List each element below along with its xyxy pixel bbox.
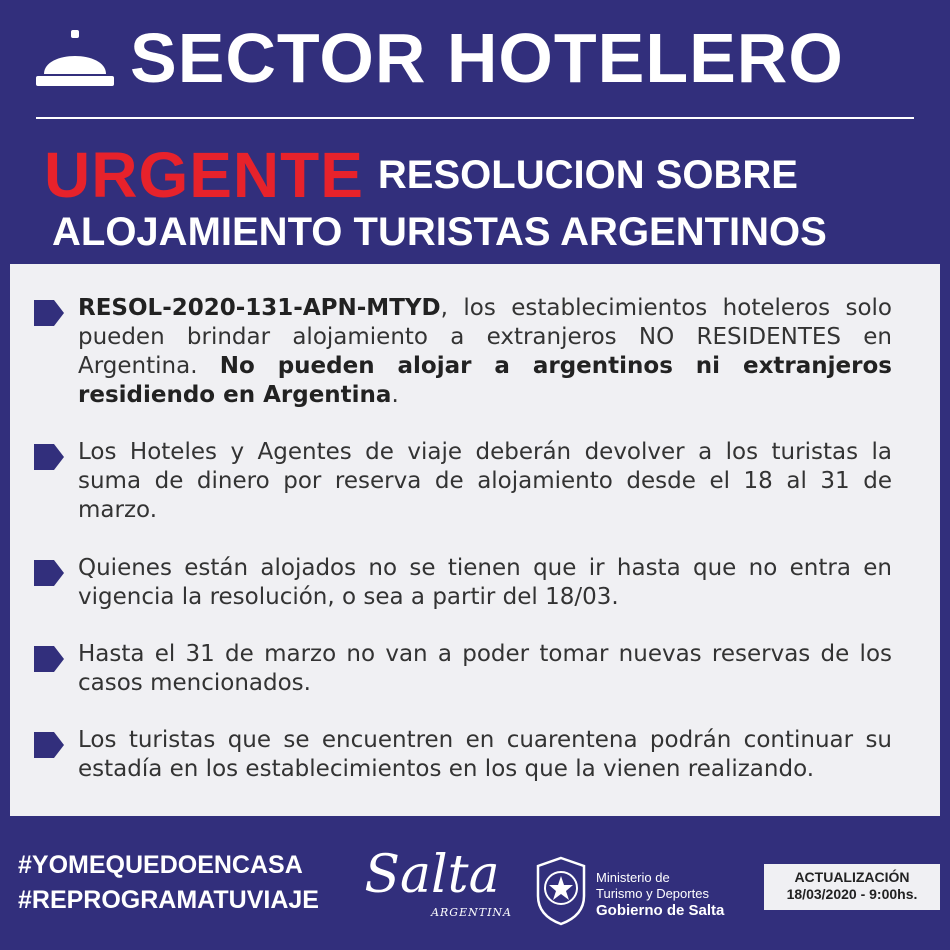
government-seal-icon	[534, 856, 588, 926]
update-badge	[764, 864, 940, 910]
update-timestamp: 18/03/2020 - 9:00hs.	[786, 886, 918, 902]
ministry-line-3: Gobierno de Salta	[596, 902, 725, 919]
urgent-label: URGENTE	[44, 139, 364, 211]
headline-text-1: RESOLUCION SOBRE	[377, 153, 798, 197]
list-item-text-part: , los establecimientos hoteleros solo pueden brindar alojamiento a extranjeros NO RESIDENTES en Argentina.	[78, 295, 892, 379]
ministry-line-1: Ministerio de	[596, 870, 670, 885]
service-bell-icon	[36, 30, 114, 88]
list-item-text: Hasta el 31 de marzo no van a poder tomar nuevas reservas de los casos mencionados.	[78, 641, 892, 696]
resolution-id: RESOL-2020-131-APN-MTYD	[78, 295, 441, 321]
page-title: SECTOR HOTELERO	[130, 19, 844, 97]
content-panel	[10, 264, 940, 816]
bullet-arrow-icon	[34, 732, 64, 758]
restriction-text: No pueden alojar a argentinos ni extranjeros residiendo en Argentina	[78, 353, 892, 408]
bullet-arrow-icon	[34, 444, 64, 470]
list-item-text	[78, 294, 892, 410]
divider	[36, 117, 914, 119]
headline-line-1	[44, 135, 914, 215]
hashtag-stay-home: #YOMEQUEDOENCASA	[18, 851, 303, 879]
salta-logo-word: Salta	[364, 845, 500, 905]
list-item-text: Los turistas que se encuentren en cuarentena podrán continuar su estadía en los establecimientos en los que la vienen realizando.	[78, 727, 892, 782]
salta-logo-subtitle: ARGENTINA	[431, 906, 512, 919]
bullet-arrow-icon	[34, 646, 64, 672]
salta-logo	[352, 840, 512, 932]
update-label: ACTUALIZACIÓN	[794, 869, 910, 885]
ministry-line-2: Turismo y Deportes	[596, 886, 709, 901]
headline-text-2: ALOJAMIENTO TURISTAS ARGENTINOS	[52, 210, 827, 254]
bullet-arrow-icon	[34, 560, 64, 586]
list-item-text-part: .	[391, 382, 399, 408]
hashtags	[18, 848, 338, 918]
ministry-logo	[596, 870, 756, 920]
list-item-text: Quienes están alojados no se tienen que ir hasta que no entra en vigencia la resolución, o sea a partir del 18/03.	[78, 555, 892, 610]
header	[0, 0, 950, 110]
bullet-arrow-icon	[34, 300, 64, 326]
list-item-text: Los Hoteles y Agentes de viaje deberán devolver a los turistas la suma de dinero por reserva de alojamiento desde el 18 al 31 de marzo.	[78, 439, 892, 523]
hashtag-reschedule: #REPROGRAMATUVIAJE	[18, 886, 319, 914]
